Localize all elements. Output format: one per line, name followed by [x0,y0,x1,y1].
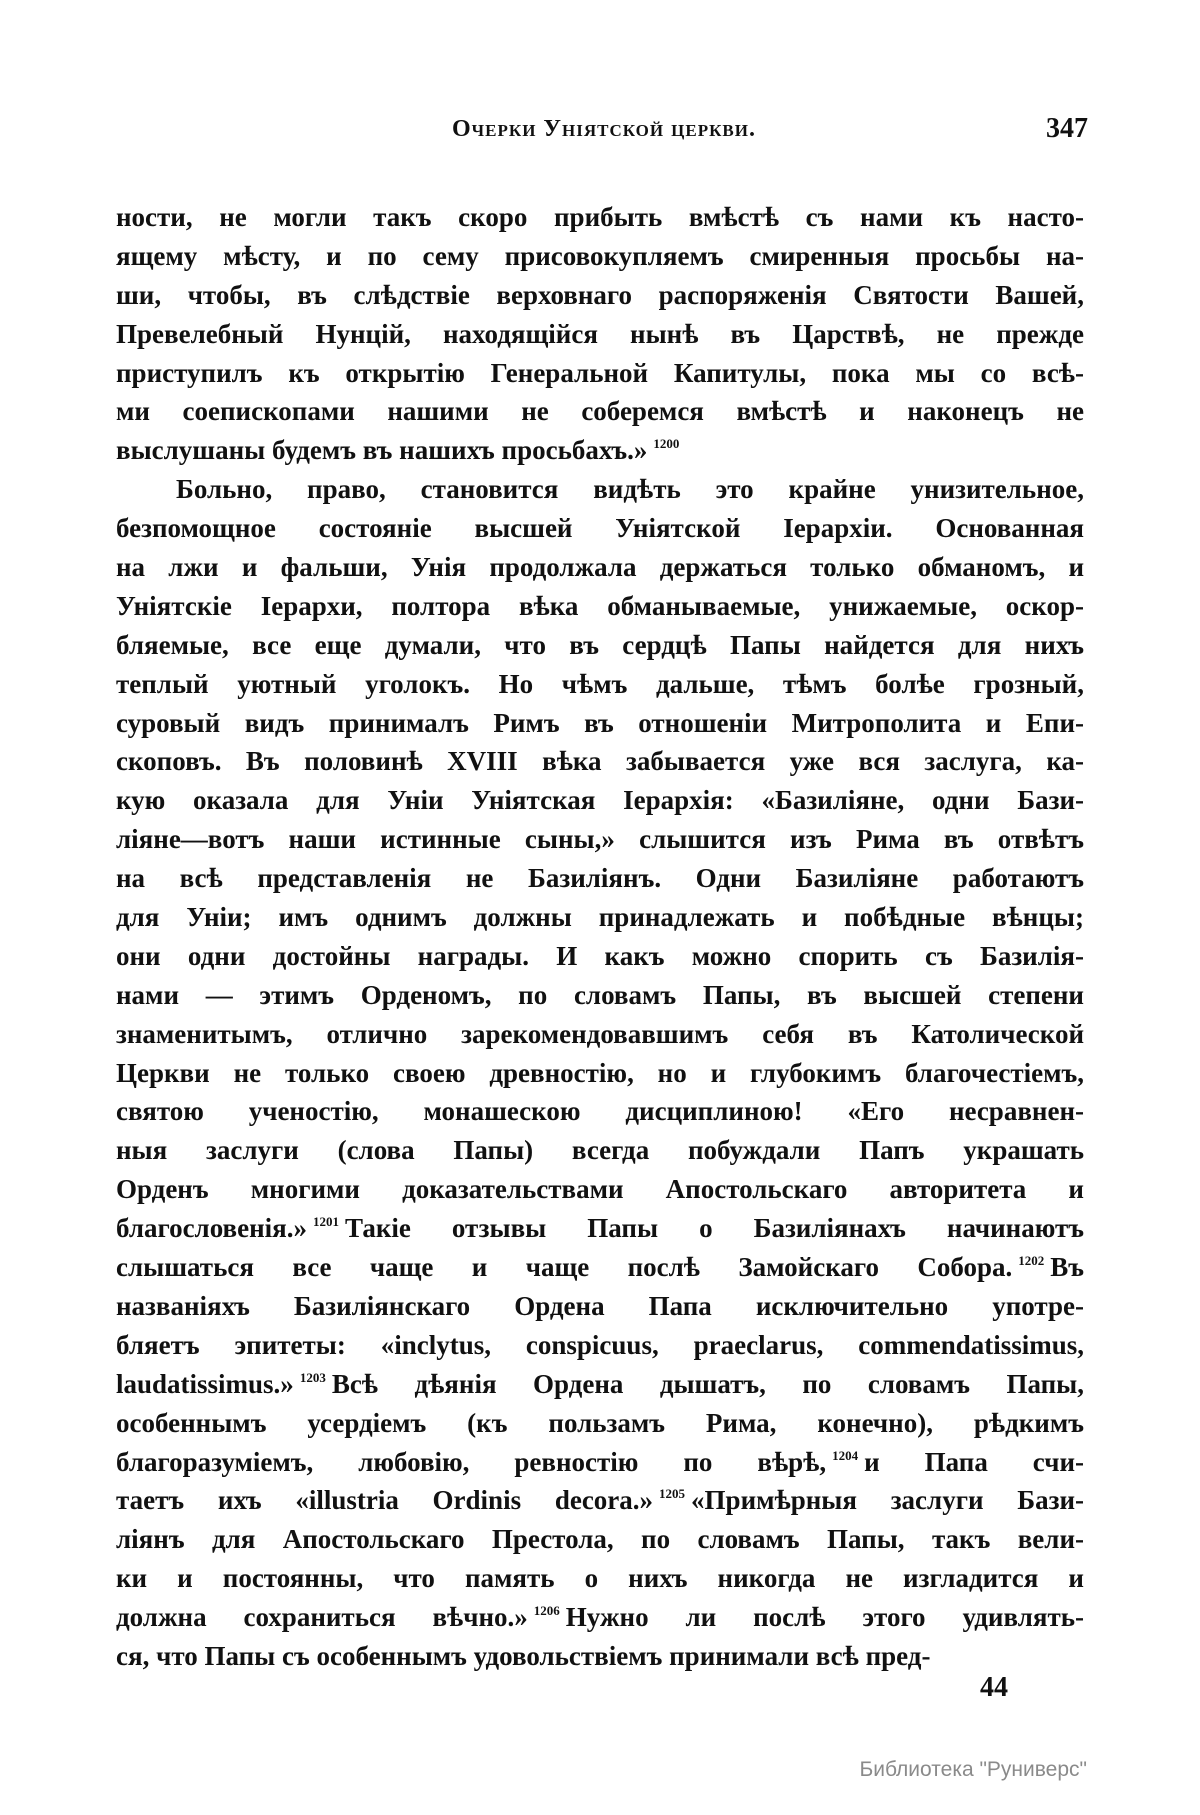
line-text: теплый уютный уголокъ. Но чѣмъ дальше, тѣмъ болѣе грозный, [116,668,1084,699]
text-line [116,898,1084,937]
page-number: 347 [1046,113,1088,144]
text-line [116,976,1084,1015]
line-text: ныя заслуги (слова Папы) всегда побуждали Папъ украшать [116,1135,1084,1166]
text-line [116,781,1084,820]
text-line [116,1054,1084,1093]
running-head [116,112,1088,146]
line-text: особеннымъ усердіемъ (къ пользамъ Рима, конечно), рѣдкимъ [116,1407,1084,1438]
footnote-ref: 1204 [832,1447,859,1463]
line-text: ки и постоянны, что память о нихъ никогда не изгладится и [116,1563,1084,1594]
line-text: Всѣ дѣянія Ордена дышатъ, по словамъ Папы, [331,1368,1084,1399]
line-text: благоразуміемъ, любовію, ревностію по вѣрѣ, [116,1446,827,1477]
signature-mark: 44 [980,1672,1008,1703]
line-text: Такіе отзывы Папы о Базиліянахъ начинаютъ [345,1213,1084,1244]
running-title: Очерки Уніятской церкви. [452,116,756,142]
line-text: ліяне—вотъ наши истинные сыны,» слышится изъ Рима въ отвѣтъ [116,824,1084,855]
text-line [116,392,1084,431]
text-line [116,626,1084,665]
text-line [116,198,1084,237]
text-line [116,1559,1084,1598]
text-line [116,587,1084,626]
text-line [116,509,1084,548]
line-text: нами — этимъ Орденомъ, по словамъ Папы, въ высшей степени [116,979,1084,1010]
text-line [116,1365,1084,1404]
line-text: таетъ ихъ «illustria Ordinis decora.» [116,1485,654,1516]
text-line [116,470,1084,509]
footnote-ref: 1206 [533,1603,560,1619]
line-text: безпомощное состояніе высшей Уніятской Іерархіи. Основанная [116,513,1084,544]
line-text: ліянъ для Апостольскаго Престола, по словамъ Папы, такъ вели- [116,1524,1084,1555]
text-line [116,1209,1084,1248]
text-line [116,1287,1084,1326]
paragraph [116,198,1084,470]
line-text: для Уніи; имъ однимъ должны принадлежать и побѣдные вѣнцы; [116,902,1084,933]
line-text: ми соепископами нашими не соберемся вмѣстѣ и наконецъ не [116,396,1084,427]
line-text: ся, что Папы съ особеннымъ удовольствіемъ принимали всѣ пред- [116,1640,931,1671]
text-line [116,859,1084,898]
paragraph [116,470,1084,1676]
text-line [116,1170,1084,1209]
line-text: скоповъ. Въ половинѣ XVIII вѣка забывается уже вся заслуга, ка- [116,746,1084,777]
line-text: благословенія.» [116,1213,308,1244]
text-line [116,1092,1084,1131]
library-watermark: Библиотека "Руниверс" [859,1758,1087,1781]
text-line [116,276,1084,315]
line-text: ши, чтобы, въ слѣдствіе верховнаго распоряженія Святости Вашей, [116,279,1084,310]
footnote-ref: 1201 [313,1214,340,1230]
line-text: бляетъ эпитеты: «inclytus, conspicuus, praeclarus, commendatissimus, [116,1329,1084,1360]
line-text: Нужно ли послѣ этого удивлять- [565,1602,1084,1633]
line-text: знаменитымъ, отлично зарекомендовавшимъ себя въ Католической [116,1018,1084,1049]
footnote-ref: 1202 [1018,1253,1045,1269]
line-text: должна сохраниться вѣчно.» [116,1602,528,1633]
text-line [116,1404,1084,1443]
line-text: ности, не могли такъ скоро прибыть вмѣстѣ съ нами къ насто- [116,202,1084,232]
footnote-ref: 1205 [659,1486,686,1502]
text-line [116,1015,1084,1054]
text-line [116,1637,1084,1676]
text-line [116,1598,1084,1637]
text-line [116,1481,1084,1520]
line-text: laudatissimus.» [116,1368,294,1399]
line-text: Въ [1050,1252,1084,1283]
line-text: Орденъ многими доказательствами Апостольскаго авторитета и [116,1174,1084,1205]
text-line [116,237,1084,276]
text-line [116,937,1084,976]
line-text: приступилъ къ открытію Генеральной Капитулы, пока мы со всѣ- [116,357,1084,388]
line-text: выслушаны будемъ въ нашихъ просьбахъ.» [116,435,648,466]
line-text: они одни достойны награды. И какъ можно спорить съ Базилія- [116,940,1084,971]
line-text: и Папа счи- [864,1446,1085,1477]
body-text [116,198,1084,1676]
line-text: бляемые, все еще думали, что въ сердцѣ Папы найдется для нихъ [116,629,1084,660]
line-text: суровый видъ принималъ Римъ въ отношеніи Митрополита и Епи- [116,707,1084,738]
line-text: Больно, право, становится видѣть это крайне унизительное, [176,474,1084,505]
line-text: кую оказала для Уніи Уніятская Іерархія: «Базиліяне, одни Бази- [116,785,1084,816]
text-line [116,1520,1084,1559]
text-line [116,742,1084,781]
footnote-ref: 1203 [299,1369,326,1385]
line-text: названіяхъ Базиліянскаго Ордена Папа исключительно употре- [116,1290,1084,1321]
line-text: ящему мѣсту, и по сему присовокупляемъ смиренныя просьбы на- [116,240,1084,271]
text-line [116,1248,1084,1287]
text-line [116,820,1084,859]
line-text: Церкви не только своею древностію, но и глубокимъ благочестіемъ, [116,1057,1084,1088]
text-line [116,315,1084,354]
line-text: Превелебный Нунцій, находящійся нынѣ въ Царствѣ, не прежде [116,318,1084,349]
line-text: «Примѣрныя заслуги Бази- [691,1485,1084,1516]
text-line [116,431,1084,470]
text-line [116,1131,1084,1170]
line-text: святою ученостію, монашескою дисциплиною! «Его несравнен- [116,1096,1084,1127]
text-line [116,665,1084,704]
line-text: слышаться все чаще и чаще послѣ Замойскаго Собора. [116,1252,1013,1283]
text-line [116,354,1084,393]
line-text: Уніятскіе Іерархи, полтора вѣка обманываемые, унижаемые, оскор- [116,590,1084,621]
text-line [116,548,1084,587]
line-text: на всѣ представленія не Базиліянъ. Одни Базиліяне работаютъ [116,863,1084,894]
text-line [116,1326,1084,1365]
footnote-ref: 1200 [653,436,680,452]
text-line [116,1443,1084,1482]
text-line [116,704,1084,743]
line-text: на лжи и фальши, Унія продолжала держаться только обманомъ, и [116,552,1084,583]
